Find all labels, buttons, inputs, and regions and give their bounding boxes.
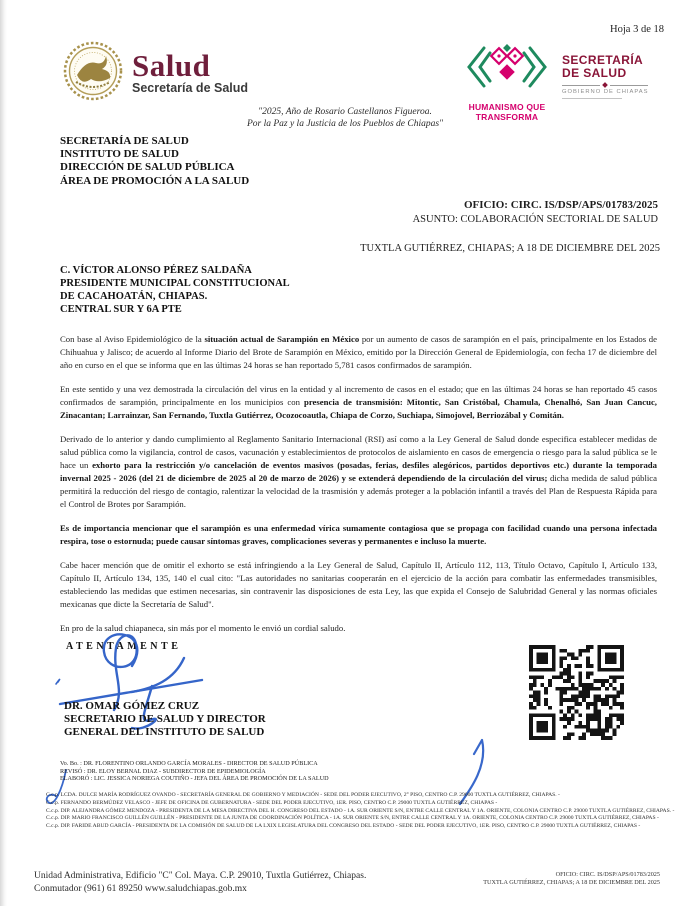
body-paragraph: Es de importancia mencionar que el sarampión es una enfermedad vírica sumamente contagiosa que se propaga con facilidad cuando una persona infectada respira, tose o estornuda; puede causar síntomas graves, complicaciones severas y permanentes e incluso la muerte.	[60, 523, 657, 546]
letter-body	[60, 333, 657, 646]
signatory-title-line1: SECRETARIO DE SALUD Y DIRECTOR	[64, 713, 266, 726]
qr-code	[529, 645, 624, 740]
signatory-block	[64, 700, 266, 740]
chiapas-gobierno-label: GOBIERNO DE CHIAPAS	[562, 89, 649, 95]
dateline: TUXTLA GUTIÉRREZ, CHIAPAS; A 18 DE DICIEMBRE DEL 2025	[360, 243, 660, 254]
chiapas-divider	[562, 83, 648, 87]
recipient-line: PRESIDENTE MUNICIPAL CONSTITUCIONAL	[60, 278, 290, 289]
sender-line: ÁREA DE PROMOCIÓN A LA SALUD	[60, 174, 250, 187]
humanismo-emblem-icon	[459, 83, 555, 100]
footer-place-date: TUXTLA GUTIÉRREZ, CHIAPAS; A 18 DE DICIEMBRE DEL 2025	[483, 879, 660, 886]
approval-line: Vo. Bo. : DR. FLORENTINO ORLANDO GARCÍA MORALES - DIRECTOR DE SALUD PÚBLICA	[60, 760, 318, 767]
recipient-line: CENTRAL SUR Y 6A PTE	[60, 304, 182, 315]
recipient-block	[60, 264, 290, 316]
scan-edge-shading	[0, 0, 7, 906]
ccp-entry: C.c.p. DIP. FARIDE ABUD GARCÍA - PRESIDENTA DE LA COMISIÓN DE SALUD DE LA LXIX LEGISLATURA DEL CONGRESO DEL ESTADO - SEDE DEL PODER EJECUTIVO, 1ER. PISO, CENTRO C.P. 29000 TUXTLA GUTIÉRREZ, CHIAPAS -	[46, 823, 641, 830]
sheet-number-label: Hoja 3 de 18	[610, 24, 664, 35]
ccp-entry: C.c.p. DIP. MARIO FRANCISCO GUILLÉN GUILLÉN - PRESIDENTE DE LA JUNTA DE COORDINACIÓN POLÍTICA - 1A. SUR ORIENTE S/N, ENTRE CALLE CENTRAL Y 1A. ORIENTE, COLONIA CENTRO C.P. 29000 TUXTLA GUTIÉRREZ, CHIAPAS -	[46, 815, 659, 822]
body-paragraph: Con base al Aviso Epidemiológico de la situación actual de Sarampión en México por un aumento de casos de sarampión en el país, principalmente en los Estados de Chihuahua y Jalisco; de acuerdo al Informe Diario del Brote de Sarampión en México, emitido por la Dirección General de Epidemiología, con fecha 17 de diciembre del año en curso en el que se informa que en las últimas 24 horas se han reportado 5,781 casos confirmados de sarampión.	[60, 334, 658, 370]
footer-address: Unidad Administrativa, Edificio "C" Col. Maya. C.P. 29010, Tuxtla Gutiérrez, Chiapas.	[34, 871, 367, 881]
salud-federal-logo	[62, 40, 248, 107]
annual-motto: "2025, Año de Rosario Castellanos Figueroa. Por la Paz y la Justicia de los Pueblos de Chiapas"	[246, 107, 444, 129]
oficio-number: OFICIO: CIRC. IS/DSP/APS/01783/2025	[463, 199, 658, 211]
sender-block	[60, 135, 249, 188]
body-paragraph: En este sentido y una vez demostrada la circulación del virus en la entidad y al incremento de casos en el estado; que en las últimas 24 horas se han reportado 45 casos confirmados de sarampión, principalmente en los municipios con presencia de transmisión: Mitontic, San Cristóbal, Chamula, Chenalhó, San Juan Cancuc, Zinacantan; Larrainzar, San Fernando, Tuxtla Gutiérrez, Ocozocoautla, Chiapa de Corzo, Suchiapa, Simojovel, Berriozábal y Comitán.	[60, 384, 657, 420]
approval-line: REVISÓ : DR. ELOY BERNAL DIAZ - SUBDIRECTOR DE EPIDEMIOLOGÍA	[60, 767, 266, 775]
sender-line: SECRETARÍA DE SALUD	[60, 135, 189, 147]
footer-reference-block	[483, 871, 660, 887]
approvals-block	[60, 760, 329, 783]
salutation-atentamente: ATENTAMENTE	[66, 641, 182, 652]
sender-line: DIRECCIÓN DE SALUD PÚBLICA	[60, 161, 235, 174]
chiapas-secretaria-line1: SECRETARÍA	[562, 53, 644, 67]
humanismo-text-line1: HUMANISMO QUE	[468, 102, 546, 112]
footer-oficio-ref: OFICIO: CIRC. IS/DSP/APS/01783/2025	[555, 871, 660, 878]
sender-line: INSTITUTO DE SALUD	[60, 148, 180, 161]
chiapas-secretaria-logo	[562, 54, 667, 99]
ccp-entry: C.c.p. DIP. ALEJANDRA GÓMEZ MENDOZA - PRESIDENTA DE LA MESA DIRECTIVA DEL H. CONGRESO DEL ESTADO - 1A. SUR ORIENTE S/N, ENTRE CALLE CENTRAL Y 1A. ORIENTE, COLONIA CENTRO C.P. 29000 TUXTLA GUTIÉRREZ, CHIAPAS. -	[46, 807, 675, 814]
footer-phone-web: Conmutador (961) 61 89250 www.saludchiapas.gob.mx	[34, 884, 247, 894]
approval-line: ELABORÓ : LIC. JESSICA NORIEGA COUTIÑO - JEFA DEL ÁREA DE PROMOCIÓN DE LA SALUD	[60, 775, 329, 783]
signatory-name: DR. OMAR GÓMEZ CRUZ	[64, 700, 200, 712]
footer-address-block	[34, 870, 366, 896]
salud-wordmark-subtitle: Secretaría de Salud	[132, 81, 249, 95]
diamond-icon	[602, 82, 608, 88]
recipient-line: DE CACAHOATÁN, CHIAPAS.	[60, 291, 208, 302]
chiapas-years-rule	[562, 98, 622, 99]
mexico-eagle-seal-icon	[62, 40, 124, 107]
body-paragraph: Derivado de lo anterior y dando cumplimiento al Reglamento Sanitario Internacional (RSI) así como a la Ley General de Salud donde especifica establecer medidas de salud pública como la vigilancia, control de casos, vacunación y establecimientos de protocolos de aislamiento en casos de emergencia o riesgo para la salud pública se le hace un exhorto para la restricción y/o cancelación de eventos masivos (posadas, ferias, desfiles alegóricos, partidos deportivos etc.) durante la temporada invernal 2025 - 2026 (del 21 de diciembre de 2025 al 20 de marzo de 2026) y se extenderá dependiendo de la circulación del virus; dicha medida de salud pública permitirá la reducción del riesgo de contagio, ralentizar la velocidad de la trasmisión y además proteger a la población infantil a través del Plan de Respuesta Rápida para el Control de Brotes por Sarampión.	[60, 434, 657, 509]
signatory-title-line2: GENERAL DEL INSTITUTO DE SALUD	[64, 726, 265, 739]
body-paragraph: En pro de la salud chiapaneca, sin más por el momento le envió un cordial saludo.	[60, 623, 346, 633]
humanismo-text-line2: TRANSFORMA	[475, 111, 539, 122]
chiapas-secretaria-line2: DE SALUD	[562, 66, 627, 80]
ccp-entry: C.c.p. FERNANDO BERMÚDEZ VELASCO - JEFE DE OFICINA DE GUBERNATURA - SEDE DEL PODER EJECUTIVO, 1ER. PISO, CENTRO C.P. 29000 TUXTLA GUTIÉRREZ, CHIAPAS -	[46, 799, 498, 806]
ccp-block	[46, 792, 676, 831]
body-paragraph: Cabe hacer mención que de omitir el exhorto se está infringiendo a la Ley General de Salud, Capítulo II, Artículo 112, 113, Título Octavo, Capítulo I, Artículo 133, Capítulo II, Artículo 134, 135, 140 el cual cito: "Las autoridades no sanitarias cooperarán en el ejercicio de la acción para combatir las enfermedades transmisibles, estableciendo las medidas que estimen necesarias, sin contravenir las disposiciones de esta Ley, las que expida el Consejo de Salubridad General y las normas oficiales mexicanas que dicte la Secretaría de Salud".	[60, 560, 657, 609]
salud-wordmark: Salud	[132, 48, 211, 83]
recipient-line: C. VÍCTOR ALONSO PÉREZ SALDAÑA	[60, 265, 252, 276]
oficio-subject: ASUNTO: COLABORACIÓN SECTORIAL DE SALUD	[412, 214, 658, 225]
ccp-entry: C.c.p. LCDA. DULCE MARÍA RODRÍGUEZ OVANDO - SECRETARÍA GENERAL DE GOBIERNO Y MEDIACIÓN - SEDE DEL PODER EJECUTIVO, 2° PISO, CENTRO C.P. 29000 TUXTLA GUTIÉRREZ, CHIAPAS. -	[46, 792, 560, 798]
oficio-reference-block	[413, 199, 658, 225]
